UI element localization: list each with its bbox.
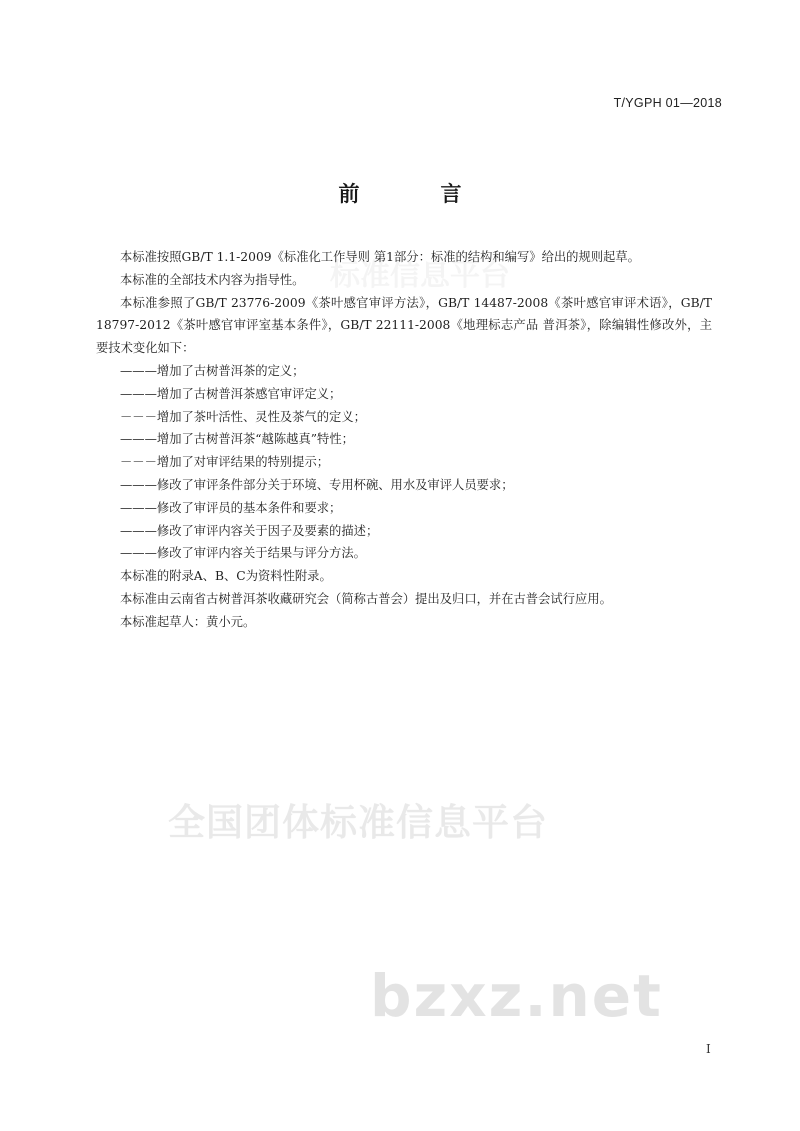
list-item: －－－增加了对审评结果的特别提示；	[120, 455, 330, 470]
paragraph-drafting-rules: 本标准按照GB/T 1.1-2009《标准化工作导则 第1部分：标准的结构和编写》给出的规则起草。	[120, 250, 640, 264]
list-item: ———修改了审评员的基本条件和要求；	[120, 500, 342, 515]
watermark-middle: 全国团体标准信息平台	[168, 801, 548, 844]
list-item: －－－增加了茶叶活性、灵性及茶气的定义；	[120, 409, 366, 424]
list-item: ———增加了古树普洱茶的定义；	[120, 363, 305, 378]
list-item: ———修改了审评条件部分关于环境、专用杯碗、用水及审评人员要求；	[120, 477, 514, 492]
watermark-top: 标准信息平台	[330, 258, 510, 293]
paragraph-drafter: 本标准起草人：黄小元。	[120, 614, 256, 629]
paragraph-references: 本标准参照了GB/T 23776-2009《茶叶感官审评方法》，GB/T 14487-2008《茶叶感官审评术语》，GB/T 18797-2012《茶叶感官审评室基本条件》，GB/T 22111-2008《地理标志产品 普洱茶》，除编辑性修改外，主要技术变化如下：	[96, 295, 712, 356]
paragraph-proposer: 本标准由云南省古树普洱茶收藏研究会（简称古普会）提出及归口，并在古普会试行应用。	[120, 591, 612, 606]
watermark-bottom: bzxz.net	[370, 962, 663, 1030]
changes-list	[96, 360, 712, 565]
list-item: ———增加了古树普洱茶感官审评定义；	[120, 386, 342, 401]
document-code: T/YGPH 01—2018	[613, 96, 722, 110]
list-item: ———修改了审评内容关于结果与评分方法。	[120, 546, 366, 561]
list-item: ———增加了古树普洱茶“越陈越真”特性；	[120, 432, 354, 447]
list-item: ———修改了审评内容关于因子及要素的描述；	[120, 523, 379, 538]
paragraph-guidance-nature: 本标准的全部技术内容为指导性。	[120, 272, 305, 287]
page-number: I	[706, 1042, 711, 1056]
paragraph-appendix: 本标准的附录A、B、C为资料性附录。	[120, 569, 332, 584]
foreword-body	[96, 246, 712, 634]
page-title: 前 言	[338, 182, 492, 206]
